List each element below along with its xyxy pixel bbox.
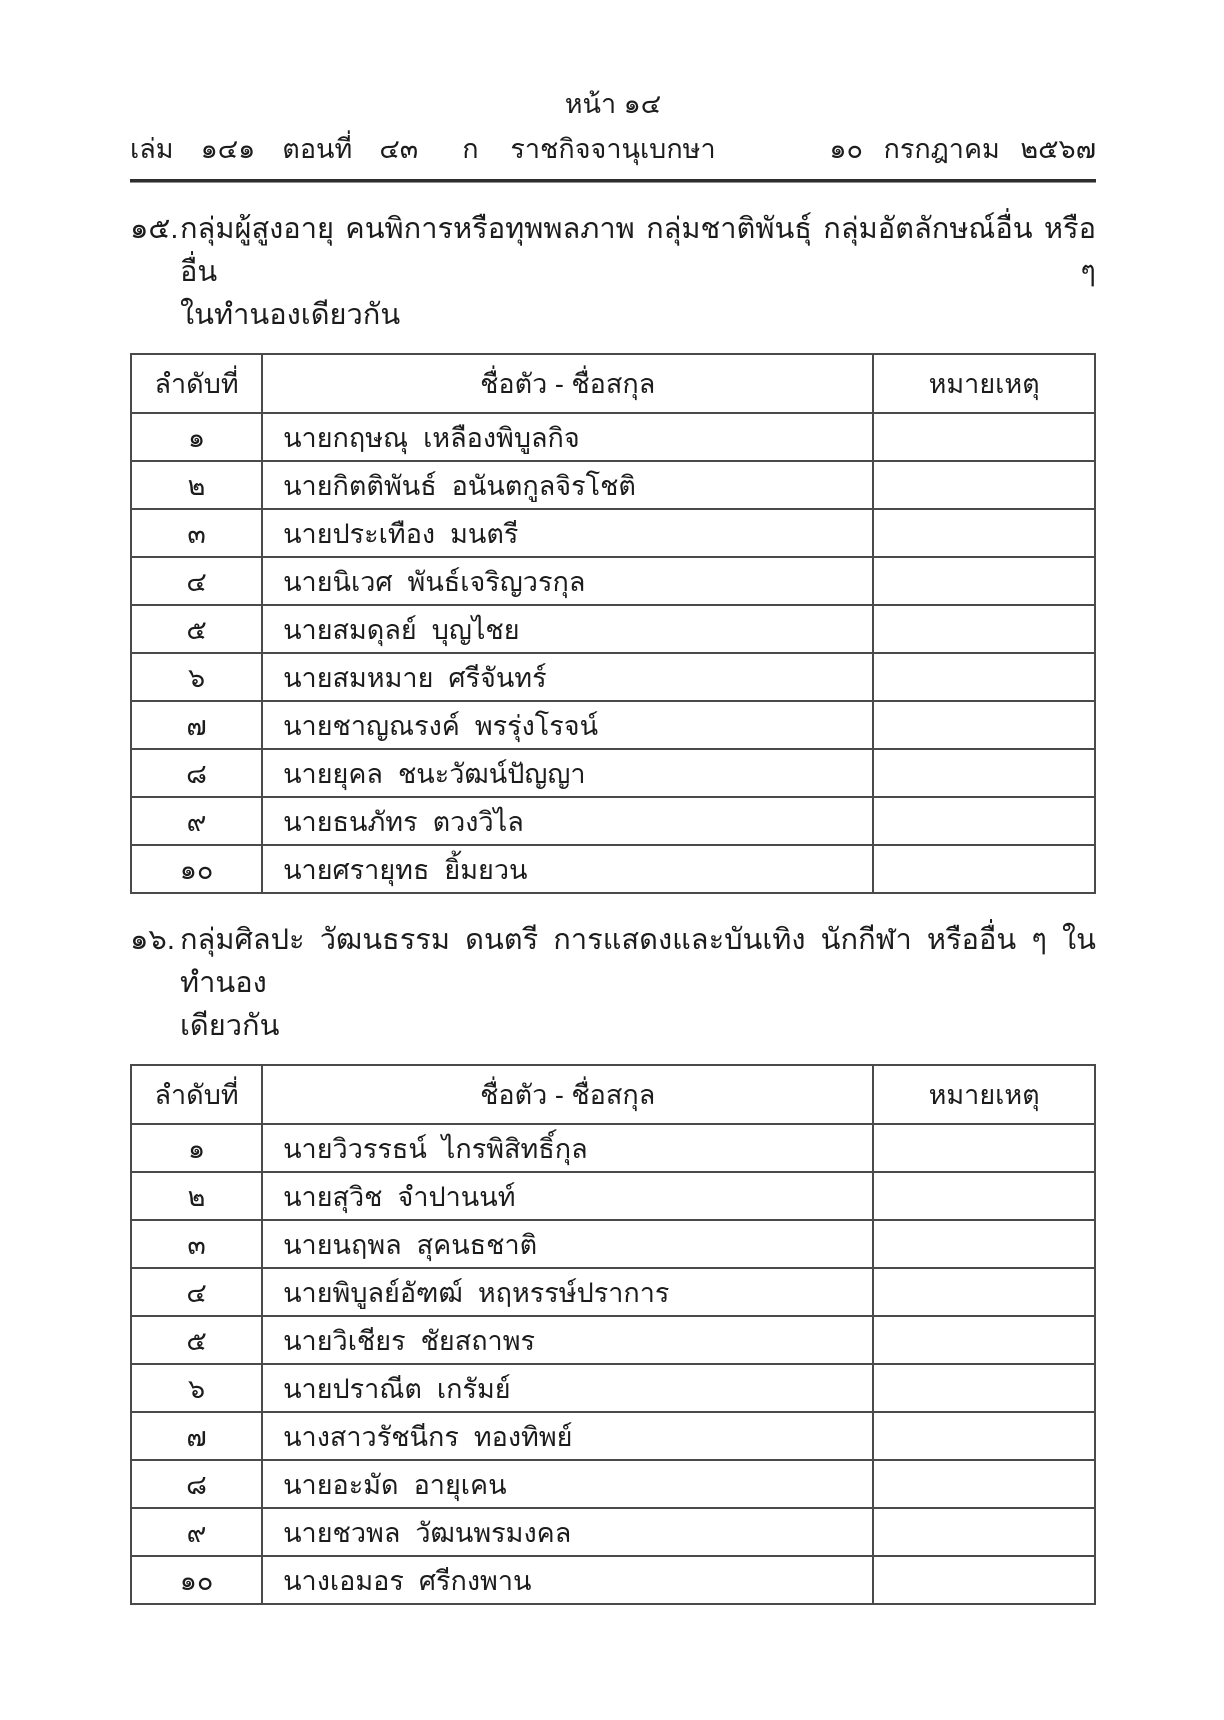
- note-cell: [873, 1124, 1095, 1172]
- header-cell-order: ลำดับที่: [131, 354, 262, 413]
- section-number: ๑๖.: [130, 924, 175, 956]
- name-cell: นายวิเชียร ชัยสถาพร: [262, 1316, 873, 1364]
- table-row: [131, 1172, 1095, 1220]
- table-row: [131, 1316, 1095, 1364]
- order-cell: ๓: [131, 509, 262, 557]
- name-cell: นางสาวรัชนีกร ทองทิพย์: [262, 1412, 873, 1460]
- note-cell: [873, 749, 1095, 797]
- table-row: [131, 1508, 1095, 1556]
- section-heading-15: [130, 208, 1096, 337]
- name-cell: นายชาญณรงค์ พรรุ่งโรจน์: [262, 701, 873, 749]
- name-cell: นายสมหมาย ศรีจันทร์: [262, 653, 873, 701]
- order-cell: ๑: [131, 1124, 262, 1172]
- section-title: [180, 208, 1096, 337]
- name-cell: นายกฤษณุ เหลืองพิบูลกิจ: [262, 413, 873, 461]
- table-row: [131, 701, 1095, 749]
- section-title-line-2: เดียวกัน: [180, 1010, 280, 1042]
- note-cell: [873, 653, 1095, 701]
- table-row: [131, 1124, 1095, 1172]
- table-row: [131, 1556, 1095, 1604]
- name-cell: นายชวพล วัฒนพรมงคล: [262, 1508, 873, 1556]
- volume-label: เล่ม: [130, 134, 174, 164]
- name-cell: นายสุวิช จำปานนท์: [262, 1172, 873, 1220]
- order-cell: ๙: [131, 797, 262, 845]
- order-cell: ๔: [131, 1268, 262, 1316]
- section-title-line-1: กลุ่มศิลปะ วัฒนธรรม ดนตรี การแสดงและบันเทิง นักกีฬา หรืออื่น ๆ ในทำนอง: [180, 924, 1096, 999]
- order-cell: ๑๐: [131, 1556, 262, 1604]
- order-cell: ๕: [131, 605, 262, 653]
- table-row: [131, 1412, 1095, 1460]
- name-cell: นายธนภัทร ตวงวิไล: [262, 797, 873, 845]
- order-cell: ๔: [131, 557, 262, 605]
- table-row: [131, 845, 1095, 893]
- table-row: [131, 653, 1095, 701]
- order-cell: ๗: [131, 701, 262, 749]
- note-cell: [873, 1268, 1095, 1316]
- header-cell-order: ลำดับที่: [131, 1065, 262, 1124]
- header-cell-note: หมายเหตุ: [873, 354, 1095, 413]
- section-title: [180, 919, 1096, 1048]
- name-cell: นายศรายุทธ ยิ้มยวน: [262, 845, 873, 893]
- order-cell: ๖: [131, 653, 262, 701]
- table-header-row: [131, 1065, 1095, 1124]
- volume-part-group: [130, 133, 510, 165]
- note-cell: [873, 845, 1095, 893]
- name-cell: นายกิตติพันธ์ อนันตกูลจิรโชติ: [262, 461, 873, 509]
- order-cell: ๗: [131, 1412, 262, 1460]
- order-cell: ๖: [131, 1364, 262, 1412]
- name-cell: นายพิบูลย์อัฑฒ์ หฤหรรษ์ปราการ: [262, 1268, 873, 1316]
- section-title-line-2: ในทำนองเดียวกัน: [180, 299, 401, 331]
- order-cell: ๓: [131, 1220, 262, 1268]
- order-cell: ๑๐: [131, 845, 262, 893]
- gazette-meta-line: [130, 133, 1096, 165]
- table-row: [131, 1220, 1095, 1268]
- order-cell: ๒: [131, 461, 262, 509]
- note-cell: [873, 413, 1095, 461]
- name-cell: นายยุคล ชนะวัฒน์ปัญญา: [262, 749, 873, 797]
- name-cell: นายนฤพล สุคนธชาติ: [262, 1220, 873, 1268]
- order-cell: ๑: [131, 413, 262, 461]
- table-row: [131, 1364, 1095, 1412]
- section-title-line-1: กลุ่มผู้สูงอายุ คนพิการหรือทุพพลภาพ กลุ่มชาติพันธุ์ กลุ่มอัตลักษณ์อื่น หรืออื่น ๆ: [180, 213, 1096, 288]
- name-cell: นายวิวรรธน์ ไกรพิสิทธิ์กุล: [262, 1124, 873, 1172]
- table-row: [131, 1268, 1095, 1316]
- table-row: [131, 605, 1095, 653]
- note-cell: [873, 1460, 1095, 1508]
- header-cell-name: ชื่อตัว - ชื่อสกุล: [262, 1065, 873, 1124]
- table-row: [131, 1460, 1095, 1508]
- table-row: [131, 509, 1095, 557]
- note-cell: [873, 1316, 1095, 1364]
- order-cell: ๘: [131, 1460, 262, 1508]
- table-row: [131, 749, 1095, 797]
- header-cell-name: ชื่อตัว - ชื่อสกุล: [262, 354, 873, 413]
- order-cell: ๕: [131, 1316, 262, 1364]
- note-cell: [873, 605, 1095, 653]
- section-number: ๑๕.: [130, 213, 179, 245]
- volume-value: ๑๔๑: [200, 134, 256, 164]
- table-row: [131, 461, 1095, 509]
- note-cell: [873, 797, 1095, 845]
- table-row: [131, 557, 1095, 605]
- order-cell: ๙: [131, 1508, 262, 1556]
- order-cell: ๒: [131, 1172, 262, 1220]
- roster-table-15: [130, 353, 1096, 894]
- roster-table-16: [130, 1064, 1096, 1605]
- publication-date: ๑๐ กรกฎาคม ๒๕๖๗: [829, 134, 1096, 164]
- name-cell: นายอะมัด อายุเคน: [262, 1460, 873, 1508]
- book-value: ก: [462, 134, 479, 164]
- note-cell: [873, 1412, 1095, 1460]
- gazette-title: ราชกิจจานุเบกษา: [510, 134, 716, 164]
- note-cell: [873, 1508, 1095, 1556]
- table-row: [131, 797, 1095, 845]
- name-cell: นายประเทือง มนตรี: [262, 509, 873, 557]
- name-cell: นายปราณีต เกรัมย์: [262, 1364, 873, 1412]
- note-cell: [873, 509, 1095, 557]
- name-cell: นายนิเวศ พันธ์เจริญวรกุล: [262, 557, 873, 605]
- table-header-row: [131, 354, 1095, 413]
- note-cell: [873, 1556, 1095, 1604]
- part-label: ตอนที่: [282, 134, 353, 164]
- note-cell: [873, 1220, 1095, 1268]
- part-value: ๔๓: [379, 134, 419, 164]
- header-rule: [130, 179, 1096, 183]
- note-cell: [873, 461, 1095, 509]
- name-cell: นางเอมอร ศรีกงพาน: [262, 1556, 873, 1604]
- order-cell: ๘: [131, 749, 262, 797]
- note-cell: [873, 701, 1095, 749]
- name-cell: นายสมดุลย์ บุญไชย: [262, 605, 873, 653]
- note-cell: [873, 1364, 1095, 1412]
- note-cell: [873, 557, 1095, 605]
- section-heading-16: [130, 919, 1096, 1048]
- table-row: [131, 413, 1095, 461]
- note-cell: [873, 1172, 1095, 1220]
- page-number-label: หน้า ๑๔: [564, 89, 662, 119]
- header-cell-note: หมายเหตุ: [873, 1065, 1095, 1124]
